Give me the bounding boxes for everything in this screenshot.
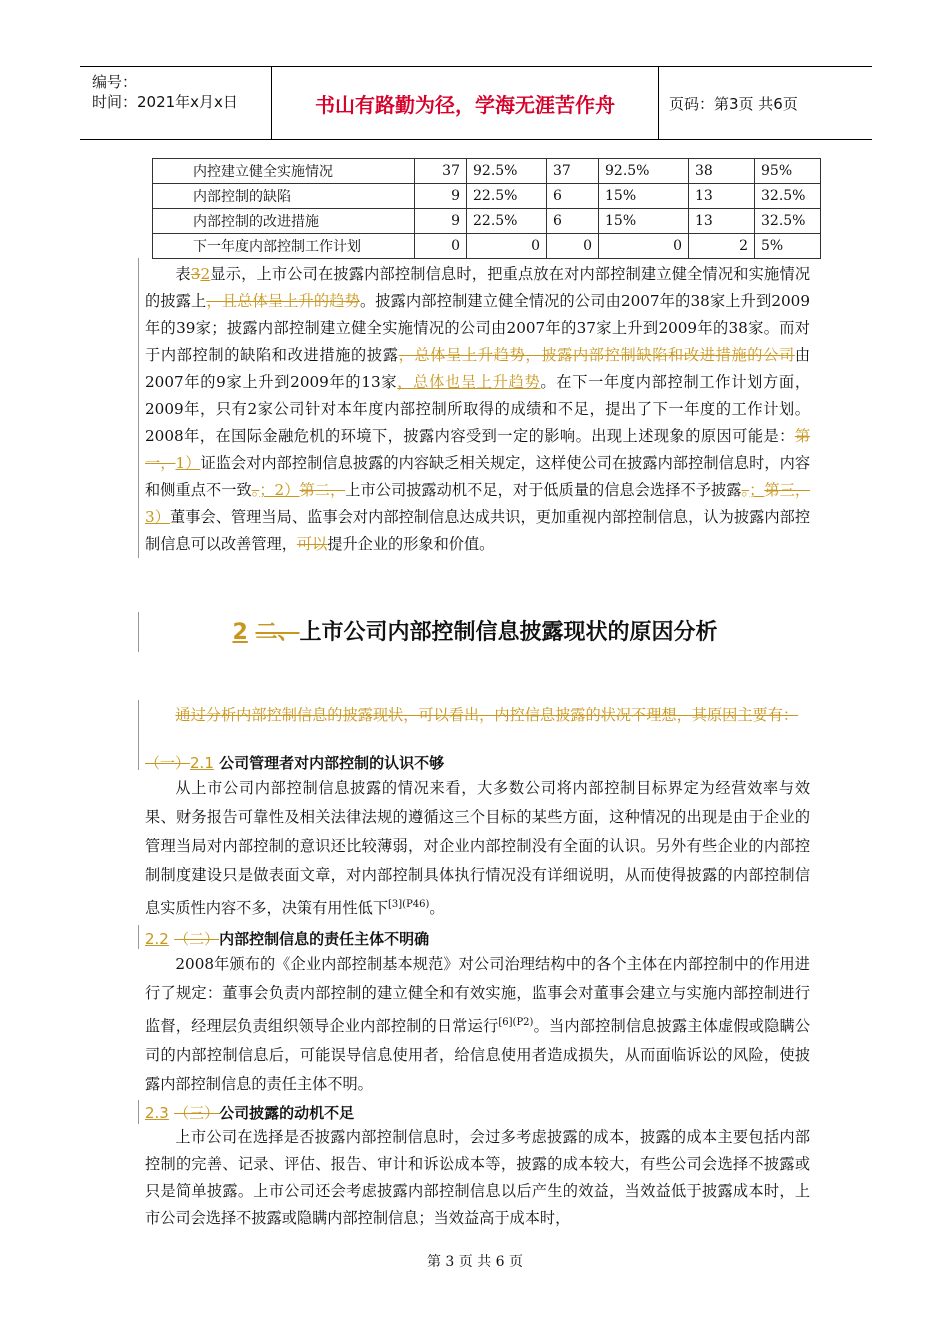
table-cell: 0	[415, 234, 467, 259]
table-cell: 22.5%	[467, 184, 547, 209]
paragraph-2: 从上市公司内部控制信息披露的情况来看，大多数公司将内部控制目标界定为经营效率与效果、财务报告可靠性及相关法律法规的遵循这三个目标的某些方面，这种情况的出现是由于企业的管理当局对内部控制的意识还比较薄弱，对企业内部控制没有全面的认识。另外有些企业的内部控制制度建设只是做表面文章，对内部控制具体执行情况没有详细说明，从而使得披露的内部控制信息实质性内容不多，决策有用性低下$^{[3](P46)}$。	[145, 779, 810, 918]
table-cell: 15%	[599, 209, 689, 234]
table-row	[153, 209, 821, 234]
table-cell: 22.5%	[467, 209, 547, 234]
paragraph-1: 表32显示，上市公司在披露内部控制信息时，把重点放在对内部控制建立健全情况和实施情况的披露上，且总体呈上升的趋势。披露内部控制建立健全情况的公司由2007年的38家上升到2009年的39家；披露内部控制建立健全实施情况的公司由2007年的37家上升到2009年的38家。而对于内部控制的缺陷和改进措施的披露，总体呈上升趋势，披露内部控制缺陷和改进措施的公司由2007年的9家上升到2009年的13家，总体也呈上升趋势。在下一年度内部控制工作计划方面，2009年，只有2家公司针对本年度内部控制所取得的成绩和不足，提出了下一年度的工作计划。2008年，在国际金融危机的环境下，披露内容受到一定的影响。出现上述现象的原因可能是：第一，1）证监会对内部控制信息披露的内容缺乏相关规定，这样使公司在披露内部控制信息时，内容和侧重点不一致。；2）第二，上市公司披露动机不足，对于低质量的信息会选择不予披露。；第三，3）董事会、管理当局、监事会对内部控制信息达成共识，更加重视内部控制信息，认为披露内部控制信息可以改善管理，可以提升企业的形象和价值。	[145, 265, 811, 553]
table-cell: 6	[547, 184, 599, 209]
revision-bar	[138, 700, 139, 770]
table-cell: 9	[415, 209, 467, 234]
subheading-2-2: 2.2 （二）内部控制信息的责任主体不明确	[145, 930, 430, 948]
table-cell: 32.5%	[755, 184, 821, 209]
serial-label: 编号：	[92, 73, 138, 91]
table-cell: 0	[547, 234, 599, 259]
revision-bar	[138, 925, 139, 949]
table-cell: 13	[689, 184, 755, 209]
page-header	[80, 66, 872, 140]
intro-deleted: 通过分析内部控制信息的披露现状，可以看出，内控信息披露的状况不理想，其原因主要有：	[175, 706, 799, 724]
table-row	[153, 234, 821, 259]
table-cell: 9	[415, 184, 467, 209]
section-heading: 2 二、上市公司内部控制信息披露现状的原因分析	[232, 620, 718, 645]
table-row	[153, 184, 821, 209]
table-cell: 5%	[755, 234, 821, 259]
table-row	[153, 159, 821, 184]
stats-table	[152, 158, 821, 259]
table-cell: 37	[415, 159, 467, 184]
table-cell: 92.5%	[467, 159, 547, 184]
header-left	[80, 67, 272, 139]
table-cell: 0	[467, 234, 547, 259]
motto: 书山有路勤为径，学海无涯苦作舟	[272, 67, 659, 139]
page-info: 页码：第3页 共6页	[669, 94, 798, 113]
table-cell: 13	[689, 209, 755, 234]
table-cell: 2	[689, 234, 755, 259]
table-cell: 15%	[599, 184, 689, 209]
table-cell: 0	[599, 234, 689, 259]
table-cell: 37	[547, 159, 599, 184]
table-cell: 32.5%	[755, 209, 821, 234]
table-cell: 38	[689, 159, 755, 184]
subheading-2-1: （一）2.1 公司管理者对内部控制的认识不够	[145, 754, 445, 772]
table-cell: 内部控制的缺陷	[153, 184, 415, 209]
revision-bar	[138, 1100, 139, 1124]
table-cell: 下一年度内部控制工作计划	[153, 234, 415, 259]
table-cell: 95%	[755, 159, 821, 184]
paragraph-3: 2008年颁布的《企业内部控制基本规范》对公司治理结构中的各个主体在内部控制中的作用进行了规定：董事会负责内部控制的建立健全和有效实施，监事会对董事会建立与实施内部控制进行监督，经理层负责组织领导企业内部控制的日常运行$^{[6](P2)}$。当内部控制信息披露主体虚假或隐瞒公司的内部控制信息后，可能误导信息使用者，给信息使用者造成损失，从而面临诉讼的风险，使披露内部控制信息的责任主体不明。	[145, 955, 811, 1094]
paragraph-4: 上市公司在选择是否披露内部控制信息时，会过多考虑披露的成本，披露的成本主要包括内部控制的完善、记录、评估、报告、审计和诉讼成本等，披露的成本较大，有些公司会选择不披露或只是简单披露。上市公司还会考虑披露内部控制信息以后产生的效益，当效益低于披露成本时，上市公司会选择不披露或隐瞒内部控制信息；当效益高于成本时，	[145, 1128, 810, 1227]
date-line: 时间：2021年x月x日	[92, 93, 238, 111]
table-cell: 内部控制的改进措施	[153, 209, 415, 234]
subheading-2-3: 2.3 （三）公司披露的动机不足	[145, 1104, 355, 1122]
revision-bar	[138, 258, 139, 558]
table-cell: 92.5%	[599, 159, 689, 184]
table-cell: 内控建立健全实施情况	[153, 159, 415, 184]
table-cell: 6	[547, 209, 599, 234]
page-footer: 第 3 页 共 6 页	[426, 1254, 524, 1270]
